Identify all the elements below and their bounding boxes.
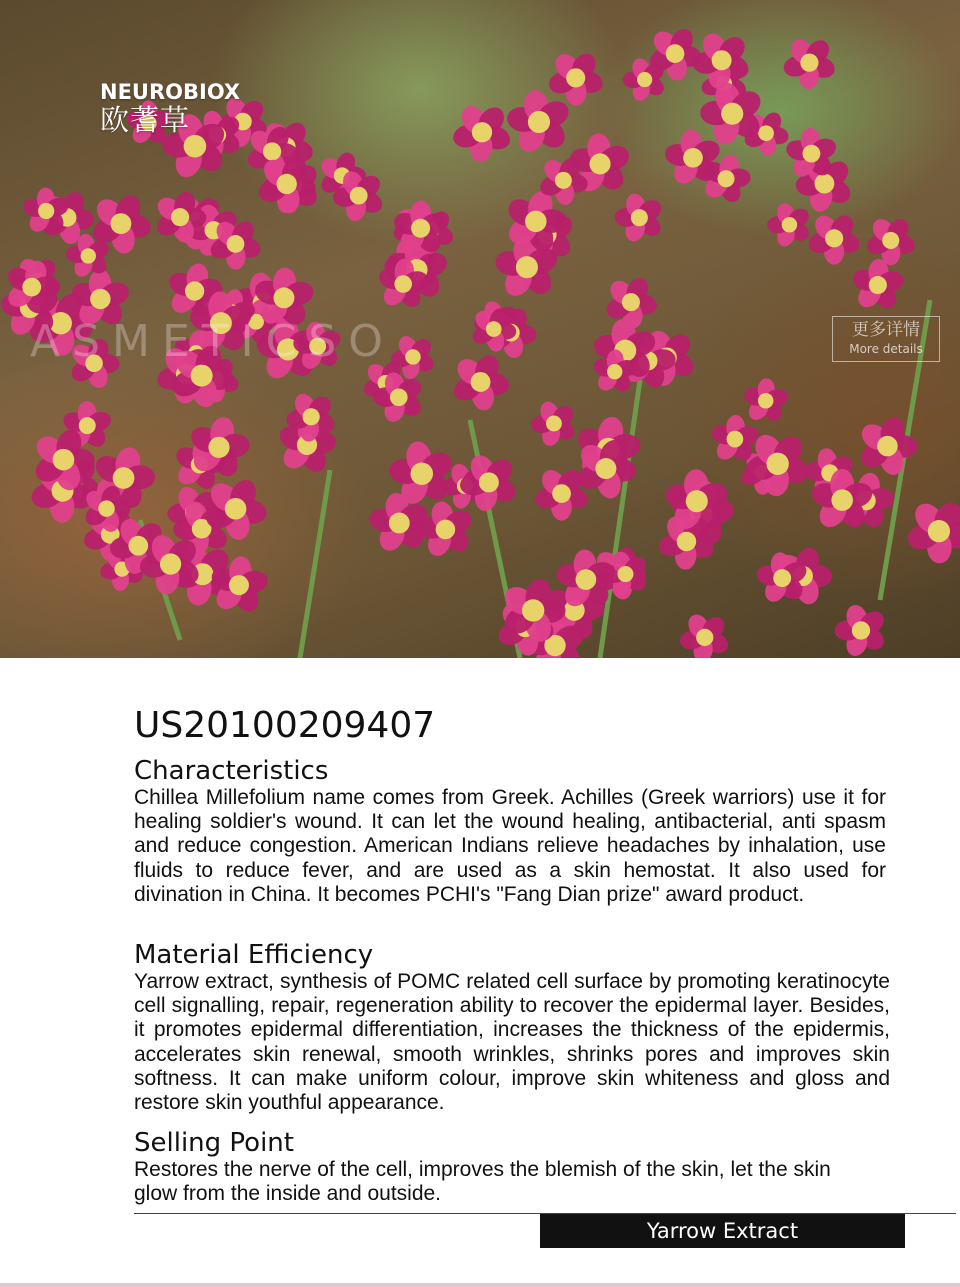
product-code: US20100209407 xyxy=(134,705,436,746)
section-characteristics xyxy=(134,756,886,907)
brand-name: NEUROBIOX xyxy=(100,80,241,104)
section-selling-point xyxy=(134,1128,834,1206)
yarrow-floret xyxy=(451,101,514,162)
brand-logo xyxy=(100,80,240,136)
yarrow-floret xyxy=(904,498,960,564)
brand-name-cn: 欧蓍草 xyxy=(100,103,191,137)
yarrow-floret xyxy=(864,215,917,265)
yarrow-floret xyxy=(530,399,578,448)
yarrow-floret xyxy=(505,88,573,156)
yarrow-floret xyxy=(742,378,790,424)
product-name-tag: Yarrow Extract xyxy=(540,1214,905,1248)
yarrow-floret xyxy=(678,611,731,658)
yarrow-floret xyxy=(691,30,752,91)
more-details-button[interactable] xyxy=(832,316,940,362)
section-heading: Characteristics xyxy=(134,756,329,786)
yarrow-floret xyxy=(614,191,665,244)
watermark-text: ASMETICSO xyxy=(30,316,395,367)
yarrow-floret xyxy=(546,49,605,106)
section-material-efficiency xyxy=(134,940,890,1115)
yarrow-floret xyxy=(806,211,862,264)
yarrow-floret xyxy=(835,602,889,658)
more-details-label-cn: 更多详情 xyxy=(852,320,920,340)
yarrow-floret xyxy=(767,201,812,249)
bottom-strip xyxy=(0,1283,960,1287)
yarrow-floret xyxy=(850,258,906,312)
section-body: Chillea Millefolium name comes from Greek. Achilles (Greek warriors) use it for healing soldier's wound. It can let the wound healing, antibacterial, anti spasm and reduce congestion. American Indians relieve headaches by inhalation, use fluids to reduce fever, and are used as a skin hemostat. It also used for divination in China. It becomes PCHI's "Fang Dian prize" award product. xyxy=(134,786,886,906)
section-heading: Selling Point xyxy=(134,1128,294,1158)
section-body: Yarrow extract, synthesis of POMC related cell surface by promoting keratinocyte cell signalling, repair, regeneration ability to recover the epidermal layer. Besides, it promotes epidermal differentiation, increases the thickness of the epidermis, accelerates skin renewal, smooth wrinkles, shrinks pores and improves skin softness. It can make uniform colour, improve skin whiteness and gloss and restore skin youthful appearance. xyxy=(134,970,890,1115)
product-description xyxy=(134,704,890,1206)
section-body: Restores the nerve of the cell, improves the blemish of the skin, let the skin glow from the inside and outside. xyxy=(134,1158,831,1206)
section-heading: Material Efficiency xyxy=(134,940,374,970)
more-details-label-en: More details xyxy=(849,342,923,356)
yarrow-floret xyxy=(781,35,837,89)
flower-stem xyxy=(300,470,330,658)
